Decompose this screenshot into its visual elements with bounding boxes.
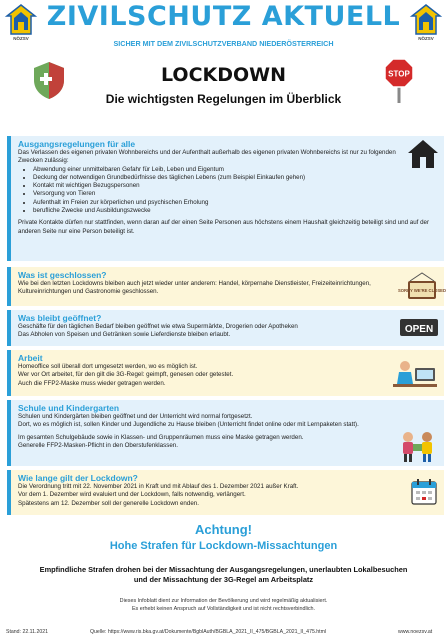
section-text: Dort, wo es möglich ist, sollen Kinder und Jugendliche zu Hause bleiben (Unterricht findet online oder mit Lernpaketen statt). bbox=[18, 421, 359, 429]
warning-subtitle: Hohe Strafen für Lockdown-Missachtungen bbox=[109, 540, 338, 552]
warning-title: Achtung! bbox=[194, 522, 253, 537]
section-text: Homeoffice soll überall dort umgesetzt werden, wo es möglich ist. bbox=[18, 363, 198, 370]
section-text: Generelle FFP2-Masken-Pflicht in den Oberstufenklassen. bbox=[18, 441, 178, 449]
footer-source-link[interactable]: Quelle: https://www.ris.bka.gv.at/Dokumente/BgblAuth/BGBLA_2021_II_475/BGBLA_2021_II_475.html bbox=[90, 629, 327, 635]
page-subtitle: SICHER MIT DEM ZIVILSCHUTZVERBAND NIEDERÖSTERREICH bbox=[113, 39, 334, 48]
list-item: • Abwendung einer unmittelbaren Gefahr für Leib, Leben und Eigentum bbox=[33, 166, 444, 174]
section-ausgangsregelungen bbox=[7, 136, 444, 261]
section-text: Schulen und Kindergärten bleiben geöffnet und der Unterricht wird normal fortgesetzt. bbox=[18, 413, 253, 420]
footer-stand: Stand: 22.11.2021 bbox=[6, 629, 49, 635]
house-icon bbox=[406, 138, 440, 175]
lockdown-subtitle: Die wichtigsten Regelungen im Überblick bbox=[105, 92, 342, 106]
list-item: • Versorgung von Tieren bbox=[33, 190, 444, 198]
lockdown-title: LOCKDOWN bbox=[160, 64, 287, 86]
section-geoeffnet bbox=[7, 310, 444, 346]
section-heading: Was bleibt geöffnet? bbox=[18, 313, 102, 323]
header bbox=[0, 0, 447, 55]
list-item: • Aufenthalt im Freien zur körperlichen und psychischen Erholung bbox=[33, 199, 444, 207]
section-text: Die Verordnung tritt mit 22. November 2021 in Kraft und mit Ablauf des 1. Dezember 2021 außer Kraft. bbox=[18, 483, 299, 490]
footer-website-link[interactable]: www.noezsv.at bbox=[398, 629, 433, 635]
list-item: • Deckung der notwendigen Grundbedürfnisse des täglichen Lebens (zum Beispiel Einkaufen gehen) bbox=[33, 174, 444, 182]
section-text: Vor dem 1. Dezember wird evaluiert und der Lockdown, falls notwendig, verlängert. bbox=[18, 491, 246, 499]
open-sign-text: OPEN bbox=[404, 324, 434, 335]
section-heading: Schule und Kindergarten bbox=[18, 403, 120, 413]
penalty-text: Empfindliche Strafen drohen bei der Missachtung der Ausgangsregelungen, unerlaubten Lokalbesuchen und der Missachtung der 3G-Regel am Arbeitsplatz bbox=[39, 565, 408, 584]
section-note: Private Kontakte dürfen nur stattfinden, wenn daran auf der einen Seite Personen aus höchstens einem Haushalt gleichzeitig beteiligt sind und auf der anderen Seite nur eine Person beteiligt ist. bbox=[18, 219, 430, 235]
section-text: Das Abholen von Speisen und Getränken sowie Lieferdienste bleiben erlaubt. bbox=[18, 331, 231, 339]
section-heading: Was ist geschlossen? bbox=[18, 270, 107, 280]
section-heading: Arbeit bbox=[18, 353, 43, 363]
list-item: • Kontakt mit wichtigen Bezugspersonen bbox=[33, 182, 444, 190]
section-heading: Wie lange gilt der Lockdown? bbox=[18, 473, 138, 483]
stop-sign-icon bbox=[383, 57, 415, 103]
section-text: Im gesamten Schulgebäude sowie in Klassen- und Gruppenräumen muss eine Maske getragen werden. bbox=[18, 433, 304, 441]
section-text: Geschäfte für den täglichen Bedarf bleiben geöffnet wie etwa Supermärkte, Drogerien oder Apotheken bbox=[18, 323, 298, 330]
section-arbeit bbox=[7, 350, 444, 396]
calendar-icon bbox=[411, 478, 437, 511]
disclaimer: Dieses Infoblatt dient zur Information der Bevölkerung und wird regelmäßig aktualisiert. Es erhebt keinen Anspruch auf Vollständigkeit und ist nicht rechtsverbindlich. bbox=[119, 598, 328, 612]
noezsv-logo-right: NÖZSV bbox=[411, 4, 441, 44]
section-dauer bbox=[7, 470, 444, 515]
closed-sign-icon bbox=[398, 271, 446, 308]
section-text: Auch die FFP2-Maske muss wieder getragen werden. bbox=[18, 379, 166, 387]
list-item: • berufliche Zwecke und Ausbildungszwecke bbox=[33, 207, 444, 215]
section-text: Wer vor Ort arbeitet, für den gilt die 3G-Regel: geimpft, genesen oder getestet. bbox=[18, 371, 234, 379]
stop-sign-text: STOP bbox=[388, 69, 410, 79]
section-text: Das Verlassen des eigenen privaten Wohnbereichs und der Aufenthalt außerhalb des eigenen privaten Wohnbereichs ist nur zu folgenden Zwecken zulässig: bbox=[18, 149, 396, 165]
page-title: ZIVILSCHUTZ AKTUELL bbox=[46, 1, 401, 32]
section-text: Wie bei den letzten Lockdowns bleiben auch jetzt wieder unter anderem: Handel, körpernahe Dienstleister, Freizeiteinrichtungen, Kultureinrichtungen und Gastronomie geschlossen. bbox=[18, 280, 371, 296]
footer bbox=[0, 627, 447, 640]
open-sign-icon bbox=[399, 316, 439, 343]
noezsv-logo: NÖZSV bbox=[6, 4, 36, 44]
section-heading: Ausgangsregelungen für alle bbox=[18, 139, 136, 149]
section-schule bbox=[7, 400, 444, 466]
children-icon bbox=[396, 430, 440, 469]
section-text: Spätestens am 12. Dezember soll der generelle Lockdown enden. bbox=[18, 499, 199, 507]
office-worker-icon bbox=[389, 358, 439, 399]
section-geschlossen bbox=[7, 267, 444, 306]
closed-sign-text: SORRY WE'RE CLOSED bbox=[398, 288, 446, 293]
purpose-list bbox=[11, 166, 444, 216]
